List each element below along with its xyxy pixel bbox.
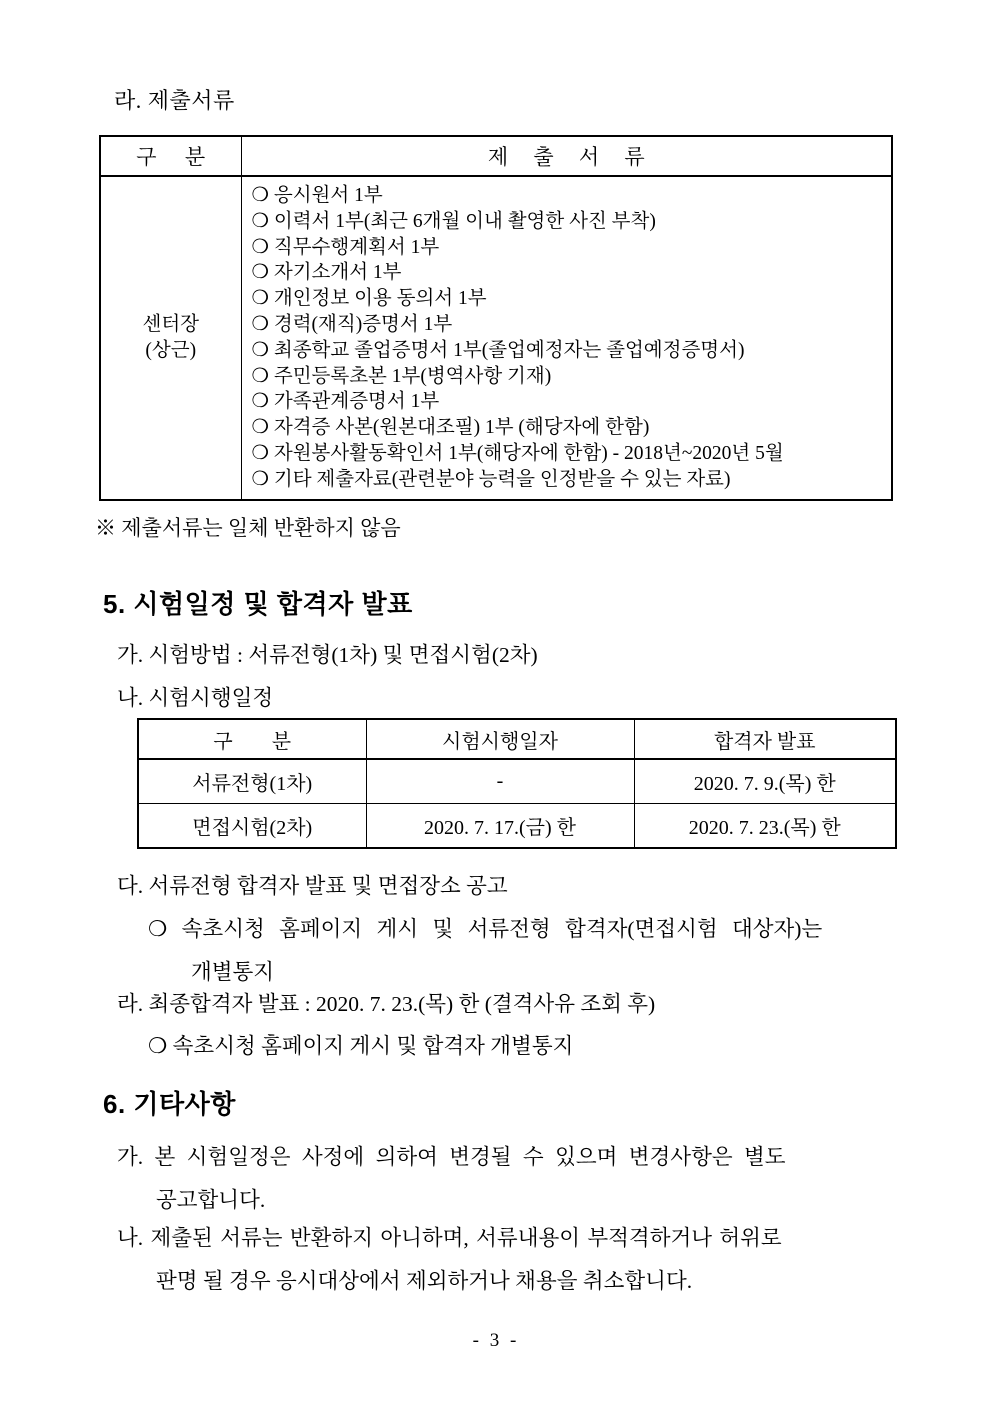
row-label-line1: 센터장: [142, 313, 199, 335]
screening-announce-bullet-line2: 개별통지: [191, 960, 275, 984]
page-number: - 3 -: [472, 1330, 520, 1351]
etc-item-ga-line1: 가. 본 시험일정은 사정에 의하여 변경될 수 있으며 변경사항은 별도: [117, 1145, 786, 1169]
table-body-row: [100, 176, 892, 500]
document-list-item: ❍ 개인정보 이용 동의서 1부: [251, 288, 487, 310]
row-label-center-head: [100, 176, 241, 500]
exam-method-line: 가. 시험방법 : 서류전형(1차) 및 면접시험(2차): [117, 643, 538, 667]
schedule-column-category: 구 분: [138, 719, 366, 759]
document-list-item: ❍ 기타 제출자료(관련분야 능력을 인정받을 수 있는 자료): [251, 468, 731, 490]
etc-item-ga-line2: 공고합니다.: [156, 1188, 266, 1212]
document-list-item: ❍ 경력(재직)증명서 1부: [251, 313, 453, 335]
document-list-item: ❍ 최종학교 졸업증명서 1부(졸업예정자는 졸업예정증명서): [251, 339, 745, 361]
schedule-row-interview: [138, 804, 896, 849]
etc-item-na-line1: 나. 제출된 서류는 반환하지 아니하며, 서류내용이 부적격하거나 허위로: [117, 1226, 782, 1250]
final-pass-announce-line: 라. 최종합격자 발표 : 2020. 7. 23.(목) 한 (결격사유 조회 후): [117, 992, 656, 1016]
schedule-column-announce: 합격자 발표: [634, 719, 896, 759]
section6-title: 6. 기타사항: [103, 1089, 236, 1119]
schedule-cell-exam-date: 2020. 7. 17.(금) 한: [366, 804, 634, 849]
column-header-documents: 제 출 서 류: [241, 136, 892, 176]
document-list-item: ❍ 자격증 사본(원본대조필) 1부 (해당자에 한함): [251, 417, 650, 439]
exam-schedule-label: 나. 시험시행일정: [117, 686, 274, 710]
schedule-cell-category: 면접시험(2차): [138, 804, 366, 849]
exam-schedule-table: [137, 718, 897, 849]
schedule-cell-exam-date: -: [366, 759, 634, 804]
screening-announce-bullet-line1: ❍ 속초시청 홈페이지 게시 및 서류전형 합격자(면접시험 대상자)는: [148, 917, 823, 941]
submission-documents-table: [99, 135, 893, 501]
row-label-line2: (상근): [145, 339, 197, 361]
section5-title: 5. 시험일정 및 합격자 발표: [103, 589, 413, 619]
column-header-category: 구 분: [100, 136, 241, 176]
schedule-row-document-screening: [138, 759, 896, 804]
schedule-cell-announce: 2020. 7. 23.(목) 한: [634, 804, 896, 849]
document-list-item: ❍ 직무수행계획서 1부: [251, 236, 440, 258]
document-list-item: ❍ 가족관계증명서 1부: [251, 391, 440, 413]
document-list-item: ❍ 주민등록초본 1부(병역사항 기재): [251, 365, 552, 387]
schedule-header-row: [138, 719, 896, 759]
final-pass-bullet: ❍ 속초시청 홈페이지 게시 및 합격자 개별통지: [148, 1034, 574, 1058]
document-list-item: ❍ 자원봉사활동확인서 1부(해당자에 한함) - 2018년~2020년 5월: [251, 442, 784, 464]
schedule-column-exam-date: 시험시행일자: [366, 719, 634, 759]
no-return-note: ※ 제출서류는 일체 반환하지 않음: [95, 516, 401, 540]
schedule-cell-announce: 2020. 7. 9.(목) 한: [634, 759, 896, 804]
table-header-row: [100, 136, 892, 176]
document-list-item: ❍ 응시원서 1부: [251, 185, 383, 206]
document-list-item: ❍ 자기소개서 1부: [251, 262, 402, 284]
schedule-cell-category: 서류전형(1차): [138, 759, 366, 804]
document-list-item: ❍ 이력서 1부(최근 6개월 이내 촬영한 사진 부착): [251, 210, 656, 232]
document-list-cell: [241, 176, 892, 500]
screening-announce-heading: 다. 서류전형 합격자 발표 및 면접장소 공고: [117, 874, 508, 898]
submission-documents-heading: 라. 제출서류: [114, 88, 235, 113]
etc-item-na-line2: 판명 될 경우 응시대상에서 제외하거나 채용을 취소합니다.: [156, 1269, 693, 1293]
